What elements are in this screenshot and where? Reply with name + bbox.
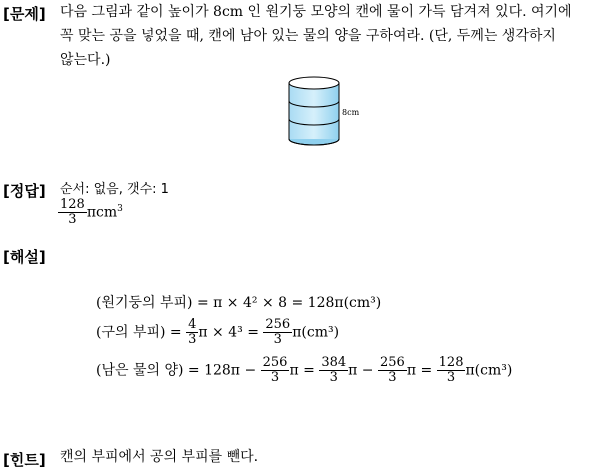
answer-value: $\frac{128}{3}$ πcm$^3$ (60, 197, 123, 227)
hint-tag: [힌트] (3, 451, 46, 469)
explanation-line-1: (원기둥의 부피) = π × 4² × 8 = 128π(cm³) (96, 295, 382, 311)
problem-line-2: 꼭 맞는 공을 넣었을 때, 캔에 남아 있는 물의 양을 구하여라. (단, 두께는 생각하지 (60, 28, 556, 44)
cylinder-figure (285, 73, 365, 147)
hint-text: 캔의 부피에서 공의 부피를 뺀다. (60, 449, 259, 465)
explanation-line-3: (남은 물의 양) = 128π − $\frac{256}{3}$ π = $\frac{384}{3}$ π − $\frac{256}{3}$ π = $\frac{128}{3}$ π(cm³) (96, 355, 513, 385)
answer-meta: 순서: 없음, 갯수: 1 (60, 182, 169, 197)
problem-text (60, 0, 572, 72)
height-label: 8cm (342, 108, 360, 117)
answer-tag: [정답] (3, 182, 46, 200)
answer-fraction: $\frac{128}{3}$ (60, 197, 85, 227)
cylinder-top (289, 77, 339, 89)
explanation-tag: [해설] (3, 248, 46, 266)
problem-tag: [문제] (3, 5, 46, 23)
problem-line-3: 않는다.) (60, 52, 111, 68)
explanation-line-2: (구의 부피) = $\frac{4}{3}$ π × 4³ = $\frac{256}{3}$ π(cm³) (96, 317, 340, 347)
problem-line-1: 다음 그림과 같이 높이가 8cm 인 원기둥 모양의 캔에 물이 가득 담겨져 있다. 여기에 (60, 4, 572, 20)
